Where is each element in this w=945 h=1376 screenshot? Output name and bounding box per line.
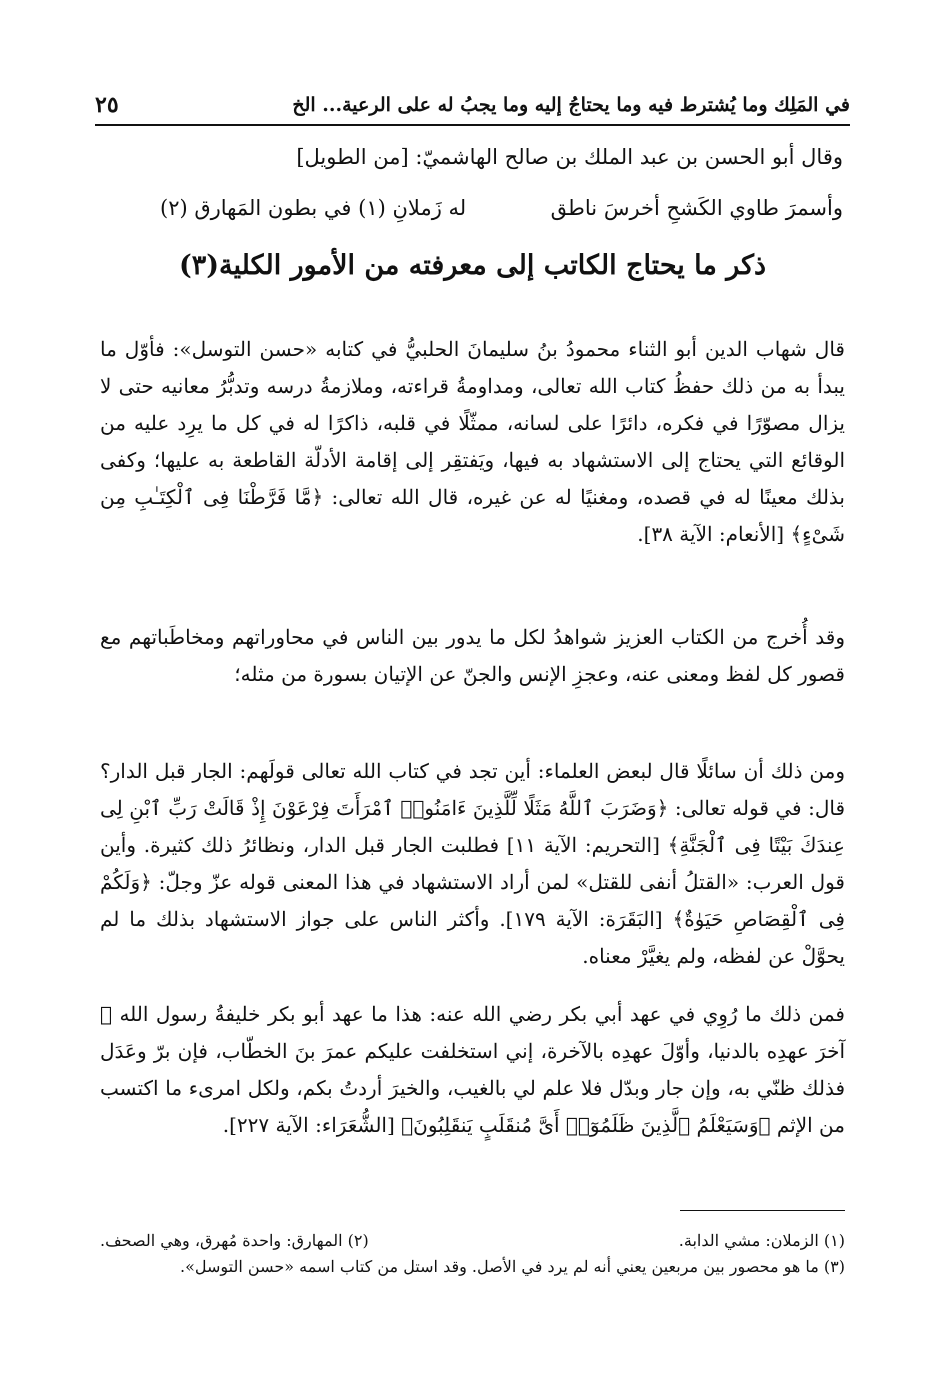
paragraph-hasan-al-tawassul: قال شهاب الدين أبو الثناء محمودُ بنُ سليمانَ الحلبيُّ في كتابه «حسن التوسل»: فأوّل ما يبدأ به من ذلك حفظُ كتاب الله تعالى، ومداومةُ قراءته، وملازمةُ درسه وتدبُّرُ معانيه حتى لا يزال مصوّرًا في فكره، دائرًا على لسانه، ممثّلًا في قلبه، ذاكرًا له في كل ما يرِد عليه من الوقائع التي يحتاج إلى الاستشهاد به فيها، ويَفتقِر إلى إقامة الأدلّة القاطعة به عليها؛ وكفى بذلك معينًا له في قصده، ومغنيًا له عن غيره، قال الله تعالى: ﴿مَّا فَرَّطْنَا فِى ٱلْكِتَـٰبِ مِن شَىْءٍ﴾ [الأنعام: الآية ٣٨]. [100, 337, 845, 546]
section-heading: ذكر ما يحتاج الكاتب إلى معرفته من الأمور الكلية(٣) [178, 250, 767, 281]
second-hemistich: له زَملانِ (١) في بطون المَهارق (٢) [160, 196, 467, 220]
page-number: ٢٥ [95, 92, 119, 118]
footnote-row [100, 1228, 845, 1254]
footnote-1: (١) الزملان: مشي الدابة. [678, 1231, 845, 1250]
footnotes [100, 1228, 845, 1280]
running-title: في المَلِك وما يُشترط فيه وما يحتاجُ إليه وما يجبُ له على الرعية... الخ [292, 94, 850, 116]
footnote-divider [680, 1210, 845, 1211]
footnote-3: (٣) ما هو محصور بين مربعين يعني أنه لم يرد في الأصل. وقد استل من كتاب اسمه «حسن التوسل». [180, 1257, 845, 1276]
running-header [95, 86, 850, 126]
poem-introduction: وقال أبو الحسن بن عبد الملك بن صالح الهاشميّ: [من الطويل] [296, 145, 843, 169]
paragraph-neighbor-before-house: ومن ذلك أن سائلًا قال لبعض العلماء: أين تجد في كتاب الله تعالى قولَهم: الجار قبل الدار؟ قال: في قوله تعالى: ﴿وَضَرَبَ ٱللَّهُ مَثَلًا لِّلَّذِينَ ءَامَنُوا۟ ٱمْرَأَتَ فِرْعَوْنَ إِذْ قَالَتْ رَبِّ ٱبْنِ لِى عِندَكَ بَيْتًا فِى ٱلْجَنَّةِ﴾ [التحريم: الآية ١١] فطلبت الجار قبل الدار، ونظائرُ ذلك كثيرة. وأين قول العرب: «القتلُ أنفى للقتل» لمن أراد الاستشهاد في هذا المعنى قوله عزّ وجلّ: ﴿وَلَكُمْ فِى ٱلْقِصَاصِ حَيَوٰةٌ﴾ [البَقَرَة: الآية ١٧٩]. وأكثر الناس على جواز الاستشهاد بذلك ما لم يحوَّلْ عن لفظه، ولم يغيَّرْ معناه. [100, 759, 845, 968]
footnote-2: (٢) المهارق: واحدة مُهرق، وهي الصحف. [100, 1231, 369, 1250]
poem-verse [160, 196, 843, 220]
first-hemistich: وأسمرَ طاوي الكَشحِ أخرسَ ناطق [550, 196, 843, 220]
paragraph-quran-evidences: وقد أُخرج من الكتاب العزيز شواهدُ لكل ما يدور بين الناس في محاوراتهم ومخاطَباتهم مع قصور كل لفظ ومعنى عنه، وعجزِ الإنس والجنّ عن الإتيان بسورة من مثله؛ [100, 625, 845, 686]
paragraph-abu-bakr-covenant: فمن ذلك ما رُوِي في عهد أبي بكر رضي الله عنه: هذا ما عهد أبو بكر خليفةُ رسول الله ﷺ آخرَ عهدِه بالدنيا، وأوّلَ عهدِه بالآخرة، إني استخلفت عليكم عمرَ بنَ الخطّاب، فإن برّ وعَدَل فذلك ظنّي به، وإن جار وبدّل فلا علم لي بالغيب، والخيرَ أردتُ بكم، ولكل امرىء ما اكتسب من الإثم ﴿وَسَيَعْلَمُ ٱلَّذِينَ ظَلَمُوٓا۟ أَىَّ مُنقَلَبٍ يَنقَلِبُونَ﴾ [الشُّعَرَاء: الآية ٢٢٧]. [100, 1002, 845, 1137]
